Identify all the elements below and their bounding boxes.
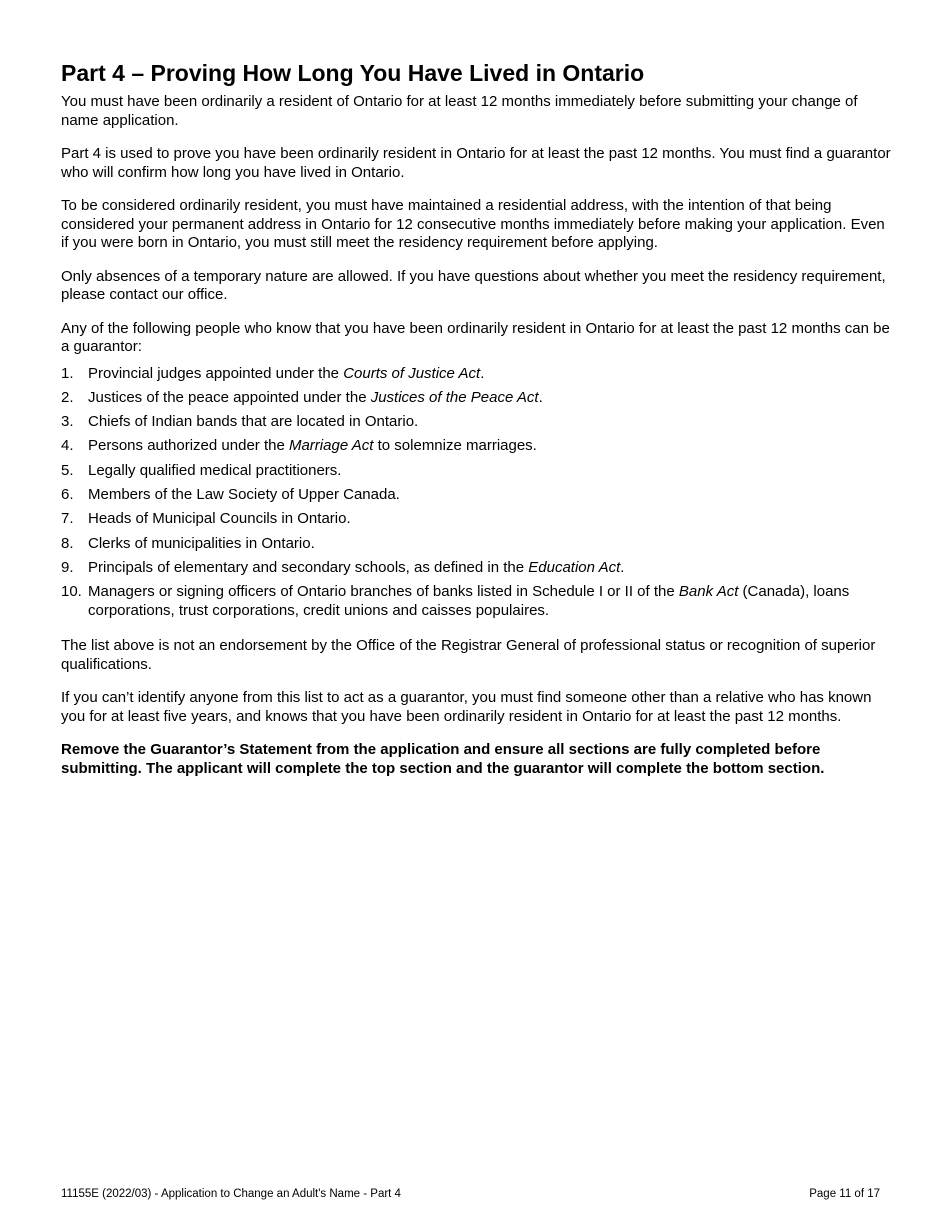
list-item: 7. Heads of Municipal Councils in Ontario. [61, 510, 351, 528]
footer-form-id: 11155E (2022/03) - Application to Change an Adult's Name - Part 4 [61, 1188, 401, 1200]
list-item-number: 9. [61, 558, 74, 576]
list-item: 2. Justices of the peace appointed under the Justices of the Peace Act. [61, 388, 543, 406]
intro-paragraph-4: Only absences of a temporary nature are allowed. If you have questions about whether you meet the residency requirement, please contact our office. [61, 267, 886, 303]
list-item: 3. Chiefs of Indian bands that are located in Ontario. [61, 413, 419, 431]
remove-statement-instruction: Remove the Guarantor’s Statement from the application and ensure all sections are fully completed before submitting. The applicant will complete the top section and the guarantor will complete the bottom section. [61, 741, 825, 777]
footer-page-number: Page 11 of 17 [809, 1188, 880, 1200]
list-item-number: 4. [61, 437, 74, 455]
alternate-guarantor-note: If you can’t identify anyone from this list to act as a guarantor, you must find someone other than a relative who has known you for at least five years, and knows that you have been ordinarily resident in Ontario for at least the past 12 months. [61, 689, 872, 725]
intro-paragraph-1: You must have been ordinarily a resident of Ontario for at least 12 months immediately before submitting your change of name application. [61, 93, 858, 129]
document-page [61, 58, 891, 793]
list-item: 1. Provincial judges appointed under the Courts of Justice Act. [61, 364, 485, 382]
intro-paragraph-3: To be considered ordinarily resident, you must have maintained a residential address, with the intention of that being considered your permanent address in Ontario for 12 consecutive months immediately before making your application. Even if you were born in Ontario, you must still meet the residency requirement before applying. [61, 197, 885, 251]
list-item-number: 5. [61, 461, 74, 479]
list-item: 9. Principals of elementary and secondary schools, as defined in the Education Act. [61, 558, 625, 576]
list-item-number: 10. [61, 583, 82, 601]
guarantor-list [61, 365, 891, 621]
list-item-number: 8. [61, 534, 74, 552]
list-item: 4. Persons authorized under the Marriage Act to solemnize marriages. [61, 437, 537, 455]
list-item: 10. Managers or signing officers of Ontario branches of banks listed in Schedule I or II of the Bank Act (Canada), loans corporations, trust corporations, credit unions and caisses populaires. [61, 583, 850, 619]
list-item-number: 3. [61, 413, 74, 431]
list-item: 6. Members of the Law Society of Upper Canada. [61, 485, 400, 503]
endorsement-note: The list above is not an endorsement by the Office of the Registrar General of professional status or recognition of superior qualifications. [61, 637, 876, 673]
list-item: 8. Clerks of municipalities in Ontario. [61, 534, 315, 552]
list-item-number: 2. [61, 388, 74, 406]
list-item-number: 6. [61, 485, 74, 503]
list-item-number: 1. [61, 364, 74, 382]
intro-paragraph-2: Part 4 is used to prove you have been ordinarily resident in Ontario for at least the past 12 months. You must find a guarantor who will confirm how long you have lived in Ontario. [61, 145, 891, 181]
list-item-number: 7. [61, 510, 74, 528]
page-title: Part 4 – Proving How Long You Have Lived in Ontario [61, 60, 645, 86]
list-item: 5. Legally qualified medical practitioners. [61, 461, 342, 479]
intro-paragraph-5: Any of the following people who know that you have been ordinarily resident in Ontario for at least the past 12 months can be a guarantor: [61, 319, 890, 355]
